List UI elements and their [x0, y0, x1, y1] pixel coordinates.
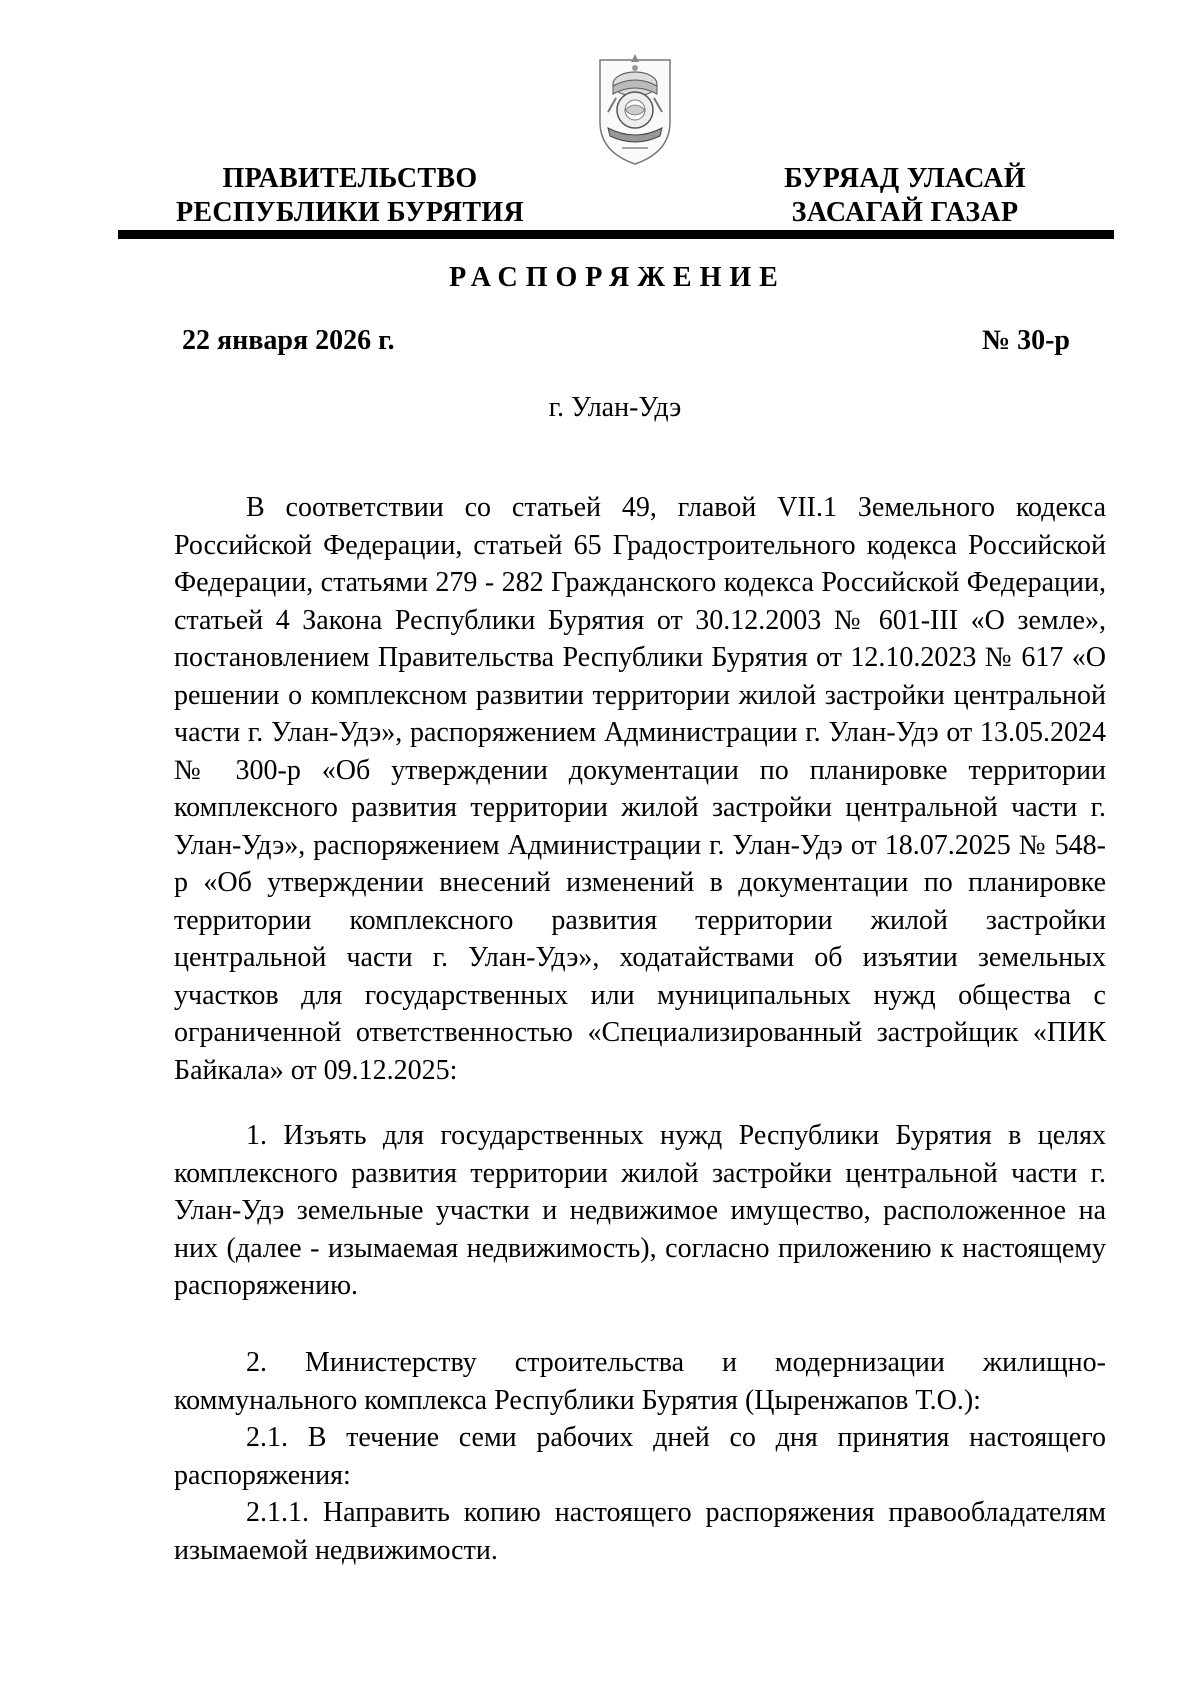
header-divider [118, 230, 1114, 239]
document-date: 22 января 2026 г. [182, 325, 395, 356]
header-left-line1: ПРАВИТЕЛЬСТВО [222, 163, 478, 194]
item-2-paragraph: 2. Министерству строительства и модернизации жилищно-коммунального комплекса Республики Бурятия (Цыренжапов Т.О.): [174, 1347, 1106, 1416]
document-number: № 30-р [981, 325, 1070, 356]
preamble-paragraph: В соответствии со статьей 49, главой VII.1 Земельного кодекса Российской Федерации, статьей 65 Градостроительного кодекса Российской Федерации, статьями 279 - 282 Гражданского кодекса Российской Федерации, статьей 4 Закона Республики Бурятия от 30.12.2003 № 601-III «О земле», постановлением Правительства Республики Бурятия от 12.10.2023 № 617 «О решении о комплексном развитии территории жилой застройки центральной части г. Улан-Удэ», распоряжением Администрации г. Улан-Удэ от 13.05.2024 № 300-р «Об утверждении документации по планировке территории комплексного развития территории жилой застройки центральной части г. Улан-Удэ», распоряжением Администрации г. Улан-Удэ от 18.07.2025 № 548-р «Об утверждении внесений изменений в документации по планировке территории комплексного развития территории жилой застройки центральной части г. Улан-Удэ», ходатайствами об изъятии земельных участков для государственных или муниципальных нужд общества с ограниченной ответственностью «Специализированный застройщик «ПИК Байкала» от 09.12.2025: [174, 492, 1106, 1086]
item-1-paragraph: 1. Изъять для государственных нужд Республики Бурятия в целях комплексного развития территории жилой застройки центральной части г. Улан-Удэ земельные участки и недвижимое имущество, расположенное на них (далее - изымаемая недвижимость), согласно приложению к настоящему распоряжению. [174, 1120, 1106, 1301]
header-left [160, 162, 540, 230]
coat-of-arms-icon [594, 52, 676, 168]
item-2-1-1-paragraph: 2.1.1. Направить копию настоящего распоряжения правообладателям изымаемой недвижимости. [174, 1497, 1106, 1566]
header-left-line2: РЕСПУБЛИКИ БУРЯТИЯ [176, 197, 524, 228]
document-city: г. Улан-Удэ [548, 392, 682, 423]
document-type-title: РАСПОРЯЖЕНИЕ [449, 262, 786, 293]
header-right [760, 162, 1050, 230]
item-2-1-paragraph: 2.1. В течение семи рабочих дней со дня принятия настоящего распоряжения: [174, 1422, 1106, 1491]
header-right-line2: ЗАСАГАЙ ГАЗАР [791, 197, 1019, 228]
header-right-line1: БУРЯАД УЛАСАЙ [784, 163, 1026, 194]
